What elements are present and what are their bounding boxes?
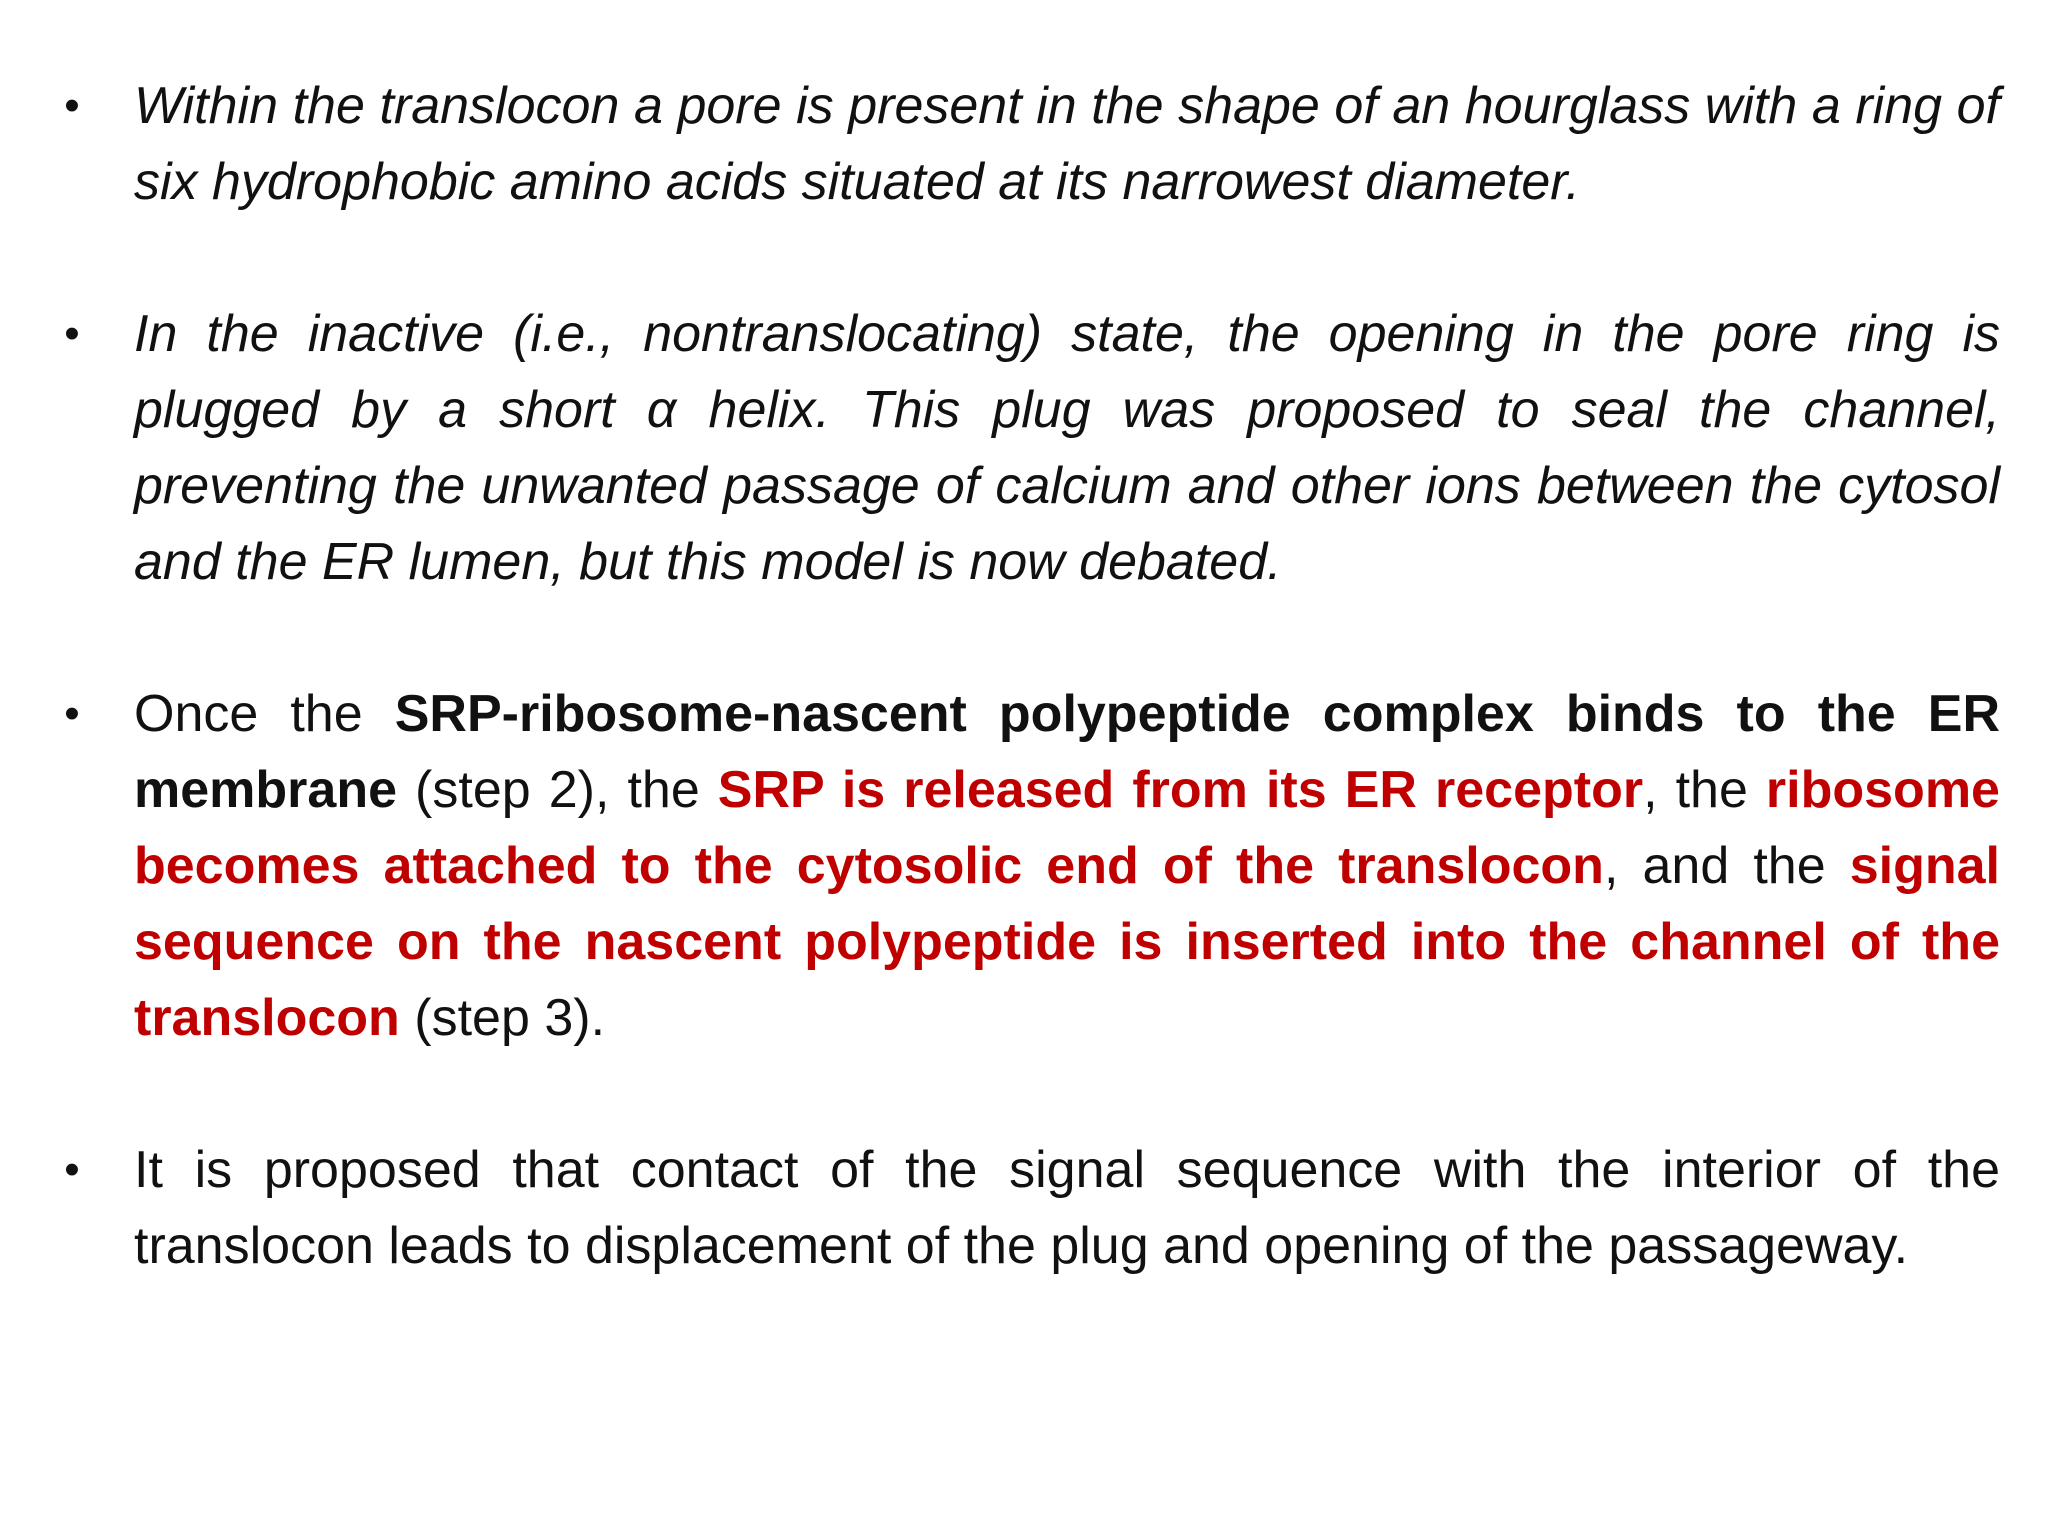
text-run: , the: [1643, 761, 1766, 819]
bullet-dot-icon: •: [64, 309, 80, 358]
text-run: , and the: [1603, 837, 1850, 895]
highlight-text-run: signal sequence on the nascent polypeptide is inserted into the channel of the translocon: [134, 837, 2000, 1047]
bullet-dot-icon: •: [64, 81, 80, 130]
bullet-list: [40, 68, 2000, 1284]
bullet-text: It is proposed that contact of the signal sequence with the interior of the translocon leads to displacement of the plug and opening of the passageway.: [134, 1141, 2000, 1275]
bullet-item-inactive-state: [40, 296, 2000, 600]
bullet-item-srp-complex: [40, 676, 2000, 1056]
bullet-item-plug-displacement: [40, 1132, 2000, 1284]
highlight-text-run: SRP is released from its ER receptor: [717, 761, 1644, 819]
bullet-dot-icon: •: [64, 1145, 80, 1194]
text-run: (step 2), the: [397, 761, 718, 819]
bullet-text: In the inactive (i.e., nontranslocating) state, the opening in the pore ring is plugged by a short α helix. This plug was proposed to seal the channel, preventing the unwanted passage of calcium and other ions between the cytosol and the ER lumen, but this model is now debated.: [134, 305, 2000, 591]
bold-text-run: SRP-ribosome-nascent polypeptide complex binds to the ER membrane: [134, 685, 2001, 819]
bullet-text: Within the translocon a pore is present in the shape of an hourglass with a ring of six hydrophobic amino acids situated at its narrowest diameter.: [134, 77, 2000, 211]
bullet-dot-icon: •: [64, 689, 80, 738]
highlight-text-run: ribosome becomes attached to the cytosolic end of the translocon: [134, 761, 2000, 895]
text-run: (step 3).: [399, 989, 606, 1047]
bullet-item-translocon-pore: [40, 68, 2000, 220]
text-run: Once the: [134, 685, 395, 743]
